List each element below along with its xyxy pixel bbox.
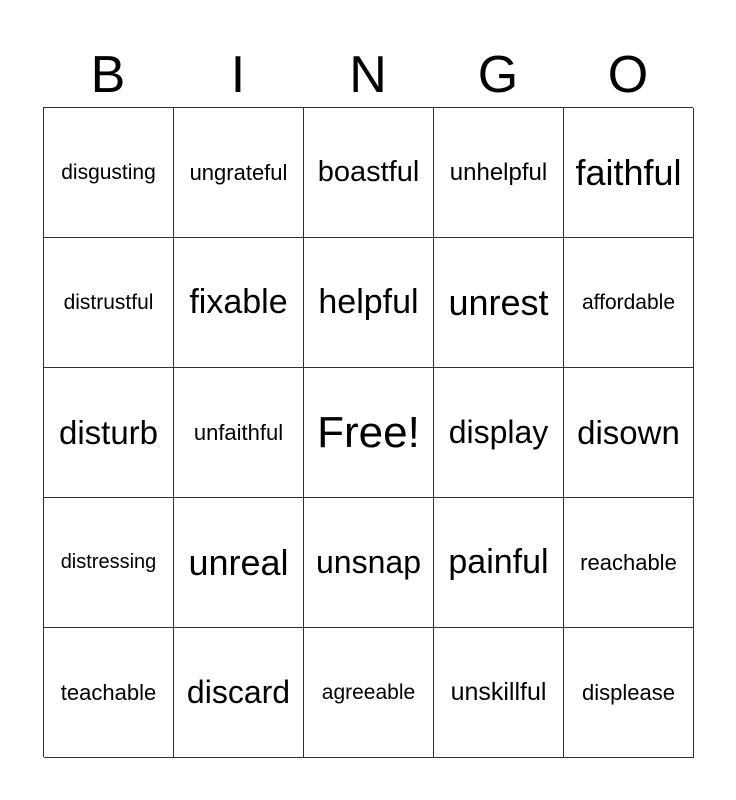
bingo-cell[interactable]: disgusting xyxy=(44,108,174,238)
bingo-cell[interactable]: helpful xyxy=(304,238,434,368)
bingo-cell[interactable]: distrustful xyxy=(44,238,174,368)
bingo-cell[interactable]: unhelpful xyxy=(434,108,564,238)
bingo-cell[interactable]: faithful xyxy=(564,108,694,238)
bingo-cell[interactable]: reachable xyxy=(564,498,694,628)
bingo-cell[interactable]: discard xyxy=(174,628,304,758)
bingo-cell[interactable]: teachable xyxy=(44,628,174,758)
bingo-cell[interactable]: agreeable xyxy=(304,628,434,758)
bingo-cell[interactable]: disturb xyxy=(44,368,174,498)
header-letter-g: G xyxy=(477,46,519,104)
bingo-cell[interactable]: unfaithful xyxy=(174,368,304,498)
bingo-cell[interactable]: distressing xyxy=(44,498,174,628)
bingo-cell[interactable]: painful xyxy=(434,498,564,628)
bingo-cell[interactable]: unrest xyxy=(434,238,564,368)
header-letter-b: B xyxy=(90,46,126,104)
bingo-cell[interactable]: affordable xyxy=(564,238,694,368)
bingo-header xyxy=(43,44,693,106)
bingo-cell[interactable]: disown xyxy=(564,368,694,498)
bingo-grid xyxy=(43,107,693,757)
bingo-cell[interactable]: fixable xyxy=(174,238,304,368)
header-letter-n: N xyxy=(349,46,387,104)
bingo-cell[interactable]: ungrateful xyxy=(174,108,304,238)
bingo-cell[interactable]: unreal xyxy=(174,498,304,628)
header-letter-o: O xyxy=(607,46,649,104)
bingo-cell[interactable]: displease xyxy=(564,628,694,758)
bingo-cell[interactable]: unskillful xyxy=(434,628,564,758)
free-space-cell[interactable]: Free! xyxy=(304,368,434,498)
bingo-cell[interactable]: boastful xyxy=(304,108,434,238)
bingo-cell[interactable]: display xyxy=(434,368,564,498)
bingo-cell[interactable]: unsnap xyxy=(304,498,434,628)
header-letter-i: I xyxy=(230,46,246,104)
